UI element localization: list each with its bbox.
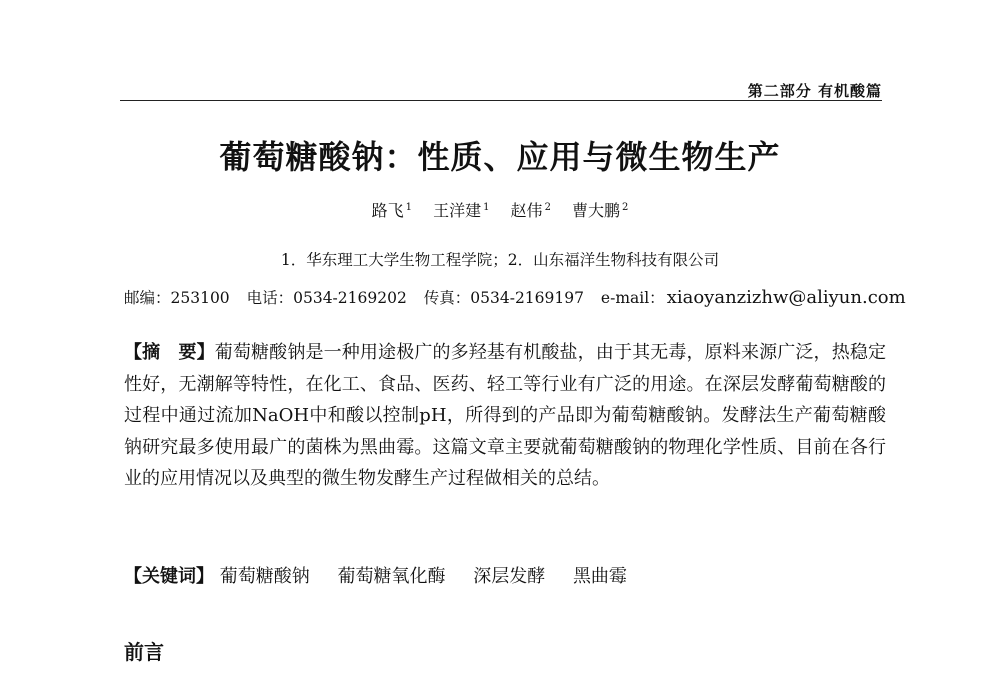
keyword: 黑曲霉 (572, 566, 627, 587)
author-list (0, 198, 1000, 221)
keywords-label: 【关键词】 (124, 566, 214, 587)
keyword: 葡萄糖氧化酶 (337, 566, 446, 587)
email-address: xiaoyanzizhw@aliyun.com (666, 287, 906, 308)
paper-title: 葡萄糖酸钠：性质、应用与微生物生产 (219, 138, 781, 176)
fax: 传真：0534-2169197 (423, 289, 584, 307)
contact-line (124, 286, 918, 308)
email-label: e-mail： (600, 289, 665, 307)
phone: 电话：0534-2169202 (246, 289, 407, 307)
keyword: 葡萄糖酸钠 (219, 566, 310, 587)
abstract-text: 葡萄糖酸钠是一种用途极广的多羟基有机酸盐，由于其无毒，原料来源广泛，热稳定性好，无潮解等特性，在化工、食品、医药、轻工等行业有广泛的用途。在深层发酵葡萄糖酸的过程中通过流加NaOH中和酸以控制pH，所得到的产品即为葡萄糖酸钠。发酵法生产葡萄糖酸钠研究最多使用最广的菌株为黑曲霉。这篇文章主要就葡萄糖酸钠的物理化学性质、目前在各行业的应用情况以及典型的微生物发酵生产过程做相关的总结。 (124, 342, 886, 489)
author: 赵伟 $^2$ (510, 201, 551, 220)
running-head: 第二部分 有机酸篇 (747, 82, 882, 100)
section-heading: 前言 (124, 640, 164, 664)
abstract-label: 【摘 要】 (124, 342, 215, 363)
author: 王洋建 $^1$ (433, 201, 490, 220)
abstract (124, 337, 886, 495)
author: 路飞 $^1$ (371, 201, 412, 220)
postcode: 邮编：253100 (124, 289, 230, 307)
author: 曹大鹏 $^2$ (572, 201, 629, 220)
header-rule (120, 100, 882, 101)
keywords (124, 562, 649, 588)
affiliations: 1．华东理工大学生物工程学院；2．山东福洋生物科技有限公司 (280, 251, 720, 269)
keyword: 深层发酵 (473, 566, 546, 587)
